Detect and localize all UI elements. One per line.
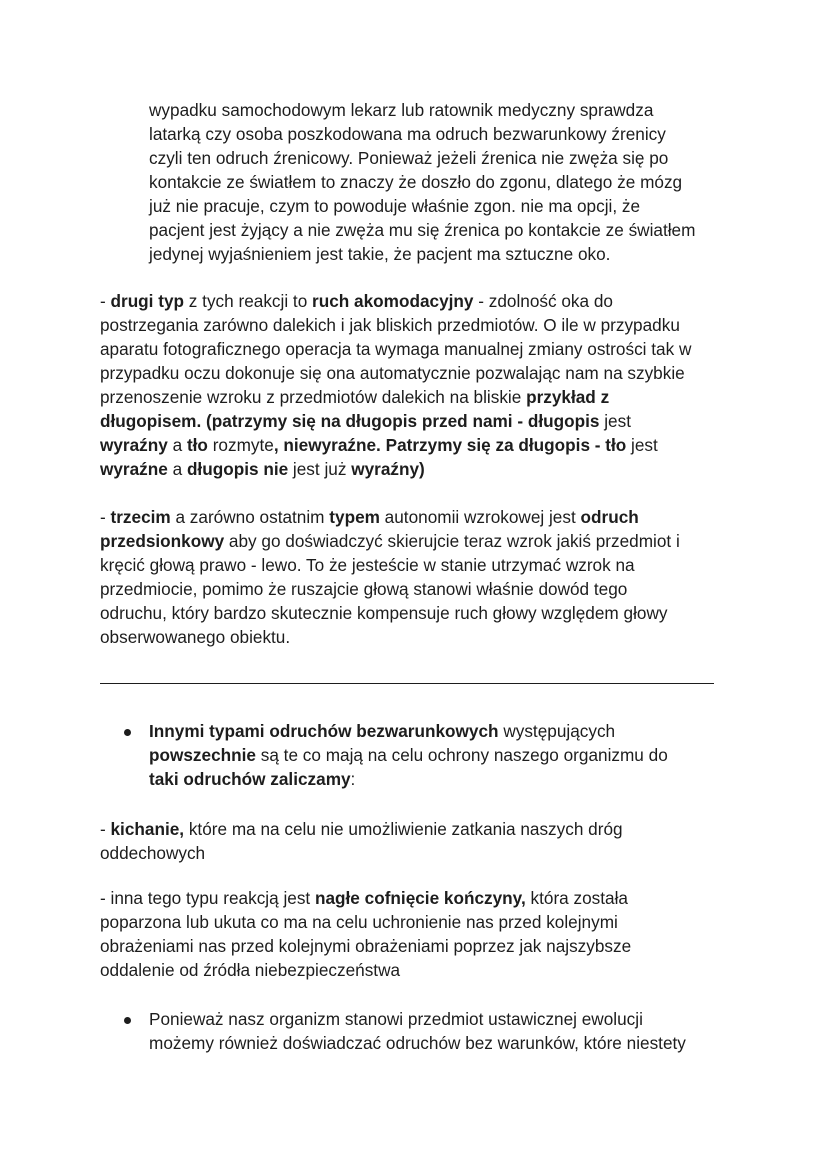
text-run: rozmyte xyxy=(207,435,274,455)
paragraph-limb-withdrawal xyxy=(100,886,631,982)
bold-text-run: nagłe cofnięcie kończyny, xyxy=(314,888,526,908)
text-run: jedynej wyjaśnieniem jest takie, że pacjent ma sztuczne oko. xyxy=(149,244,611,264)
text-line xyxy=(100,385,691,409)
bold-text-run: tło xyxy=(186,435,208,455)
text-line xyxy=(149,218,695,242)
text-line xyxy=(100,601,680,625)
bold-text-run: Innymi typami odruchów bezwarunkowych xyxy=(149,721,499,741)
text-line xyxy=(149,122,695,146)
text-run: przedmiocie, pomimo że ruszajcie głową stanowi właśnie dowód tego xyxy=(100,579,628,599)
text-run: a zarówno ostatnim xyxy=(170,507,330,527)
text-line xyxy=(149,242,695,266)
text-run: wypadku samochodowym lekarz lub ratownik medyczny sprawdza xyxy=(149,100,654,120)
text-line xyxy=(149,743,668,767)
text-line xyxy=(100,457,691,481)
bold-text-run: przedsionkowy xyxy=(100,531,225,551)
text-run: - xyxy=(100,819,111,839)
text-line xyxy=(149,767,668,791)
text-run: jest xyxy=(599,411,631,431)
text-run: obrażeniami nas przed kolejnymi obrażeniami poprzez jak najszybsze xyxy=(100,936,632,956)
text-run: a xyxy=(167,435,187,455)
text-run: która została xyxy=(525,888,628,908)
bold-text-run: wyraźny xyxy=(100,435,168,455)
text-run: : xyxy=(350,769,356,789)
text-line xyxy=(149,146,695,170)
text-run: odruchu, który bardzo skutecznie kompensuje ruch głowy względem głowy xyxy=(100,603,668,623)
text-run: poparzona lub ukuta co ma na celu uchronienie nas przed kolejnymi xyxy=(100,912,618,932)
bold-text-run: trzecim xyxy=(110,507,171,527)
text-run: czyli ten odruch źrenicowy. Ponieważ jeżeli źrenica nie zwęża się po xyxy=(149,148,669,168)
bullet-other-reflex-types xyxy=(149,719,668,791)
text-run: - inna tego typu reakcją jest xyxy=(100,888,315,908)
text-line xyxy=(149,194,695,218)
text-run: z tych reakcji to xyxy=(184,291,313,311)
bold-text-run: długopis nie xyxy=(186,459,289,479)
text-line xyxy=(100,553,680,577)
text-line xyxy=(100,337,691,361)
text-run: oddechowych xyxy=(100,843,206,863)
bold-text-run: długopisem. (patrzymy się na długopis przed nami - długopis xyxy=(100,411,600,431)
text-run: kontakcie ze światłem to znaczy że doszło do zgonu, dlatego że mózg xyxy=(149,172,683,192)
text-run: oddalenie od źródła niebezpieczeństwa xyxy=(100,960,401,980)
text-run: obserwowanego obiektu. xyxy=(100,627,291,647)
text-line xyxy=(100,886,631,910)
text-line xyxy=(100,361,691,385)
text-run: aparatu fotograficznego operacja ta wymaga manualnej zmiany ostrości tak w xyxy=(100,339,692,359)
bold-text-run: wyraźny) xyxy=(351,459,425,479)
text-line xyxy=(100,313,691,337)
bold-text-run: odruch xyxy=(580,507,639,527)
text-run: jest xyxy=(626,435,658,455)
text-run: - xyxy=(100,507,111,527)
text-run: - xyxy=(100,291,111,311)
text-line xyxy=(100,841,623,865)
text-run: postrzegania zarówno dalekich i jak bliskich przedmiotów. O ile w przypadku xyxy=(100,315,680,335)
bold-text-run: wyraźne xyxy=(100,459,168,479)
text-line xyxy=(100,289,691,313)
paragraph-pupil-reflex xyxy=(149,98,695,266)
text-run: kręcić głową prawo - lewo. To że jesteście w stanie utrzymać wzrok na xyxy=(100,555,635,575)
bold-text-run: taki odruchów zaliczamy xyxy=(149,769,351,789)
text-line xyxy=(149,1007,686,1031)
text-line xyxy=(100,529,680,553)
text-line xyxy=(149,98,695,122)
text-run: jest już xyxy=(288,459,352,479)
bold-text-run: kichanie, xyxy=(110,819,185,839)
text-run: Ponieważ nasz organizm stanowi przedmiot ustawicznej ewolucji xyxy=(149,1009,643,1029)
text-line xyxy=(100,910,631,934)
paragraph-accommodation xyxy=(100,289,691,481)
text-line xyxy=(149,1031,686,1055)
text-line xyxy=(100,625,680,649)
paragraph-sneezing xyxy=(100,817,623,865)
text-run: aby go doświadczyć skierujcie teraz wzrok jakiś przedmiot i xyxy=(224,531,680,551)
text-line xyxy=(100,934,631,958)
text-line xyxy=(149,719,668,743)
text-run: przypadku oczu dokonuje się ona automatycznie pozwalając nam na szybkie xyxy=(100,363,685,383)
bold-text-run: typem xyxy=(329,507,380,527)
bold-text-run: , niewyraźne. Patrzymy się za długopis - tło xyxy=(273,435,627,455)
text-line xyxy=(100,817,623,841)
paragraph-vestibular-reflex xyxy=(100,505,680,649)
text-run: pacjent jest żyjący a nie zwęża mu się źrenica po kontakcie ze światłem xyxy=(149,220,696,240)
text-run: występujących xyxy=(498,721,616,741)
text-run: przenoszenie wzroku z przedmiotów dalekich na bliskie xyxy=(100,387,527,407)
text-run: - zdolność oka do xyxy=(473,291,613,311)
text-line xyxy=(100,577,680,601)
text-run: autonomii wzrokowej jest xyxy=(379,507,581,527)
bold-text-run: ruch akomodacyjny xyxy=(312,291,474,311)
text-run: latarką czy osoba poszkodowana ma odruch bezwarunkowy źrenicy xyxy=(149,124,666,144)
text-run: możemy również doświadczać odruchów bez warunków, które niestety xyxy=(149,1033,686,1053)
bullet-evolution xyxy=(149,1007,686,1055)
text-line xyxy=(100,433,691,457)
bullet-point-icon xyxy=(124,729,131,736)
bold-text-run: powszechnie xyxy=(149,745,256,765)
text-run: są te co mają na celu ochrony naszego organizmu do xyxy=(255,745,668,765)
bold-text-run: drugi typ xyxy=(110,291,185,311)
text-line xyxy=(149,170,695,194)
text-run: które ma na celu nie umożliwienie zatkania naszych dróg xyxy=(184,819,623,839)
text-line xyxy=(100,958,631,982)
horizontal-divider xyxy=(100,683,714,684)
text-line xyxy=(100,505,680,529)
bullet-point-icon xyxy=(124,1017,131,1024)
bold-text-run: przykład z xyxy=(526,387,610,407)
text-line xyxy=(100,409,691,433)
text-run: już nie pracuje, czym to powoduje właśnie zgon. nie ma opcji, że xyxy=(149,196,641,216)
text-run: a xyxy=(167,459,187,479)
